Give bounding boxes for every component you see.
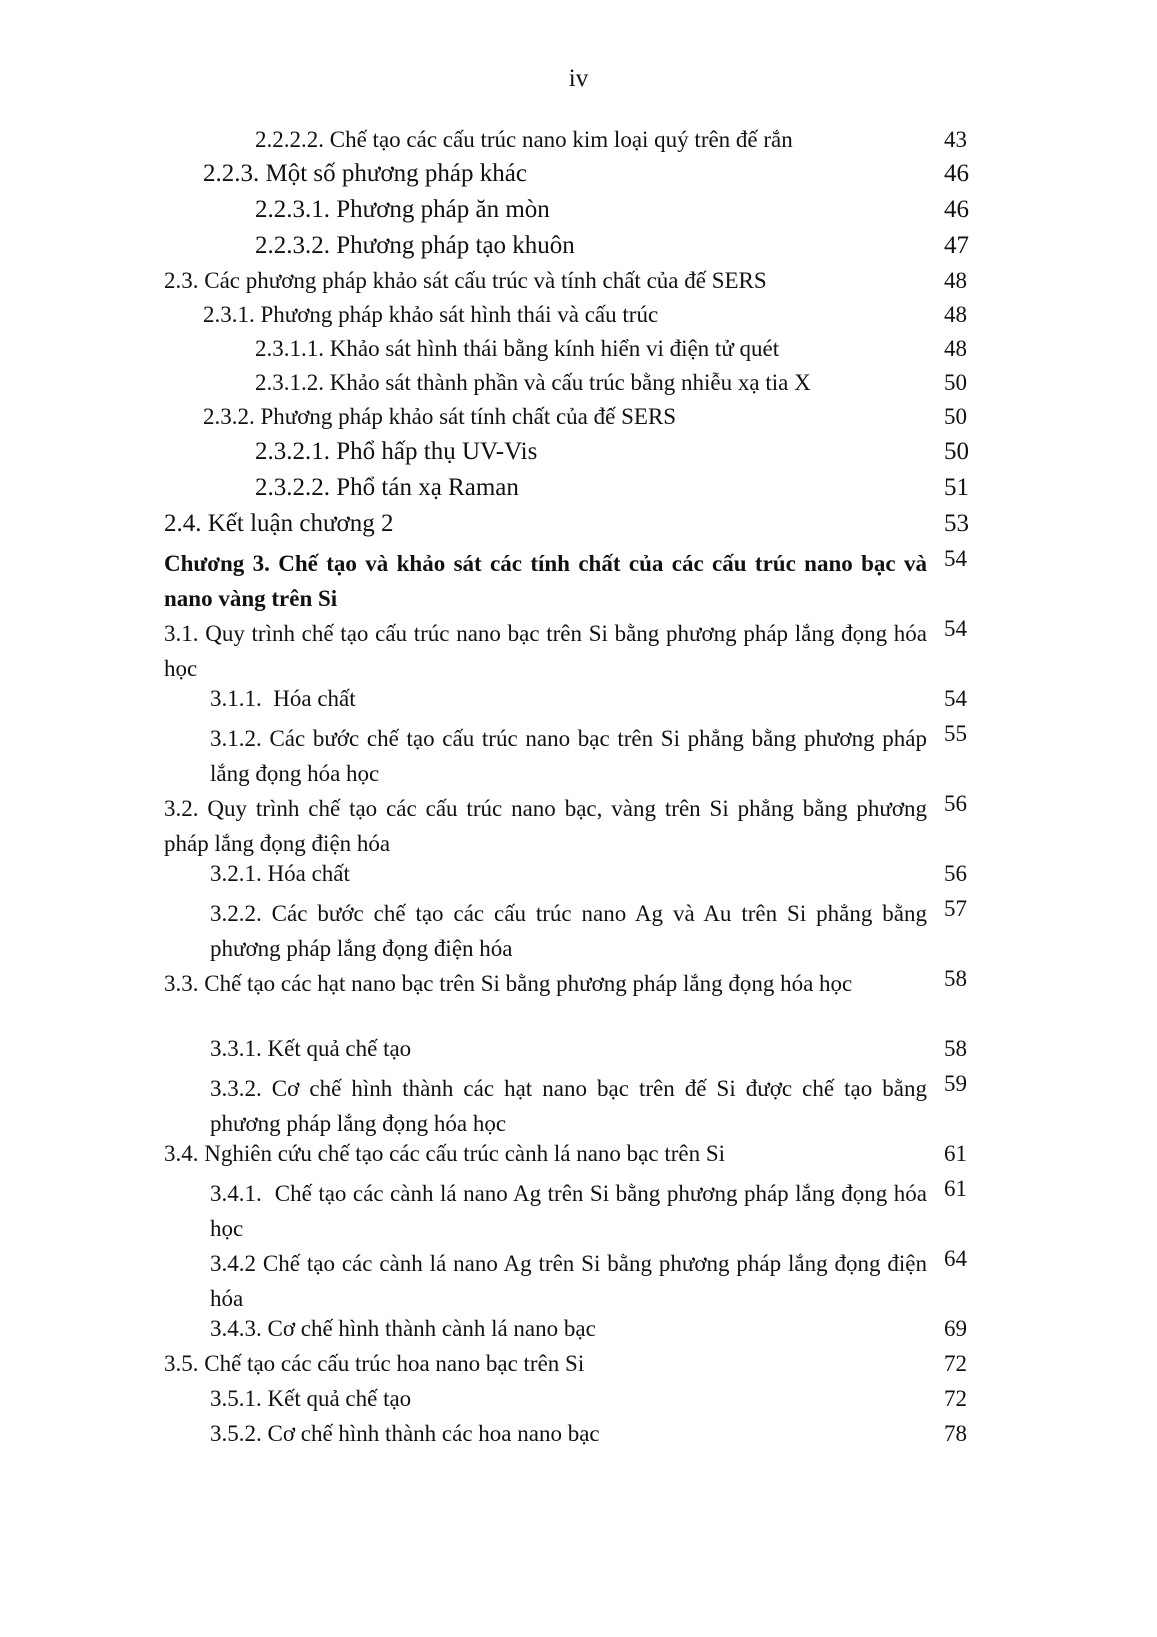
toc-entry-title: 3.4.1. Chế tạo các cành lá nano Ag trên Si bằng phương pháp lắng đọng hóa học [210,1181,933,1241]
toc-entry-page: 61 [944,1176,967,1201]
toc-entry-title: 3.3.2. Cơ chế hình thành các hạt nano bạc trên đế Si được chế tạo bằng phương pháp lắng đọng hóa học [210,1076,927,1136]
toc-entry-page: 46 [944,160,969,187]
toc-entry-page: 50 [944,438,969,465]
toc-entry-title: 3.1. Quy trình chế tạo cấu trúc nano bạc trên Si bằng phương pháp lắng đọng hóa học [164,621,927,681]
toc-entry-page: 59 [944,1071,967,1096]
toc-entry-title: 3.5.2. Cơ chế hình thành các hoa nano bạc [210,1421,600,1446]
toc-entry-page: 43 [944,127,967,152]
toc-entry-page: 48 [944,268,967,293]
toc-entry-title: 2.3.2.1. Phổ hấp thụ UV-Vis [255,438,538,465]
toc-entry-title: 3.4.3. Cơ chế hình thành cành lá nano bạc [210,1316,596,1341]
toc-entry-title: 2.3.1.2. Khảo sát thành phần và cấu trúc bằng nhiễu xạ tia X [255,370,811,395]
toc-entry-title: 3.5. Chế tạo các cấu trúc hoa nano bạc trên Si [164,1351,585,1376]
toc-entry-title: 2.3.2.2. Phổ tán xạ Raman [255,474,519,501]
toc-entry-title: 2.3.1.1. Khảo sát hình thái bằng kính hiển vi điện tử quét [255,336,780,361]
toc-entry-page: 56 [944,861,967,886]
toc-entry-title: 3.4. Nghiên cứu chế tạo các cấu trúc cành lá nano bạc trên Si [164,1141,726,1166]
toc-entry-page: 54 [944,616,967,641]
toc-entry-title: 2.2.2.2. Chế tạo các cấu trúc nano kim loại quý trên đế rắn [255,127,793,152]
toc-entry-page: 50 [944,404,967,429]
toc-entry-page: 72 [944,1351,967,1376]
toc-entry-title: 2.2.3. Một số phương pháp khác [203,160,527,187]
toc-entry-page: 46 [944,196,969,223]
toc-entry-page: 64 [944,1246,967,1271]
toc-entry-title: 3.2. Quy trình chế tạo các cấu trúc nano bạc, vàng trên Si phẳng bằng phương pháp lắng đọng điện hóa [164,796,927,856]
toc-entry-page: 58 [944,966,967,991]
toc-entry-page: 50 [944,370,967,395]
toc-entry-page: 61 [944,1141,967,1166]
toc-entry-title: 3.2.1. Hóa chất [210,861,350,886]
toc-entry-page: 47 [944,232,969,259]
toc-entry-page: 69 [944,1316,967,1341]
toc-entry-title: 2.2.3.2. Phương pháp tạo khuôn [255,232,575,259]
toc-entry-page: 55 [944,721,967,746]
toc-entry-title: Chương 3. Chế tạo và khảo sát các tính chất của các cấu trúc nano bạc và nano vàng trên Si [164,551,927,611]
toc-entry-page: 54 [944,686,967,711]
toc-entry-page: 72 [944,1386,967,1411]
toc-entry-title: 2.2.3.1. Phương pháp ăn mòn [255,196,550,223]
toc-entry-page: 56 [944,791,967,816]
toc-entry-title: 3.5.1. Kết quả chế tạo [210,1386,412,1411]
toc-entry-page: 48 [944,336,967,361]
toc-entry-title: 3.3.1. Kết quả chế tạo [210,1036,412,1061]
toc-entry-page: 53 [944,510,969,537]
page-number: iv [568,65,589,92]
toc-entry-title: 3.1.2. Các bước chế tạo cấu trúc nano bạc trên Si phẳng bằng phương pháp lắng đọng hóa học [210,726,927,786]
toc-entry-page: 54 [944,546,967,571]
toc-entry-title: 3.2.2. Các bước chế tạo các cấu trúc nano Ag và Au trên Si phẳng bằng phương pháp lắng đọng điện hóa [210,901,927,961]
toc-entry-title: 3.3. Chế tạo các hạt nano bạc trên Si bằng phương pháp lắng đọng hóa học [164,971,853,996]
toc-entry-page: 51 [944,474,969,501]
toc-entry-title: 3.1.1. Hóa chất [210,686,356,711]
toc-entry-page: 58 [944,1036,967,1061]
toc-entry-title: 2.3.2. Phương pháp khảo sát tính chất của đế SERS [203,404,677,429]
toc-entry-title: 2.3. Các phương pháp khảo sát cấu trúc và tính chất của đế SERS [164,268,767,293]
toc-entry-page: 78 [944,1421,967,1446]
toc-entry-page: 57 [944,896,967,921]
toc-entry-title: 2.4. Kết luận chương 2 [164,510,394,537]
toc-entry-page: 48 [944,302,967,327]
toc-entry-title: 2.3.1. Phương pháp khảo sát hình thái và cấu trúc [203,302,659,327]
toc-entry-title: 3.4.2 Chế tạo các cành lá nano Ag trên Si bằng phương pháp lắng đọng điện hóa [210,1251,927,1311]
